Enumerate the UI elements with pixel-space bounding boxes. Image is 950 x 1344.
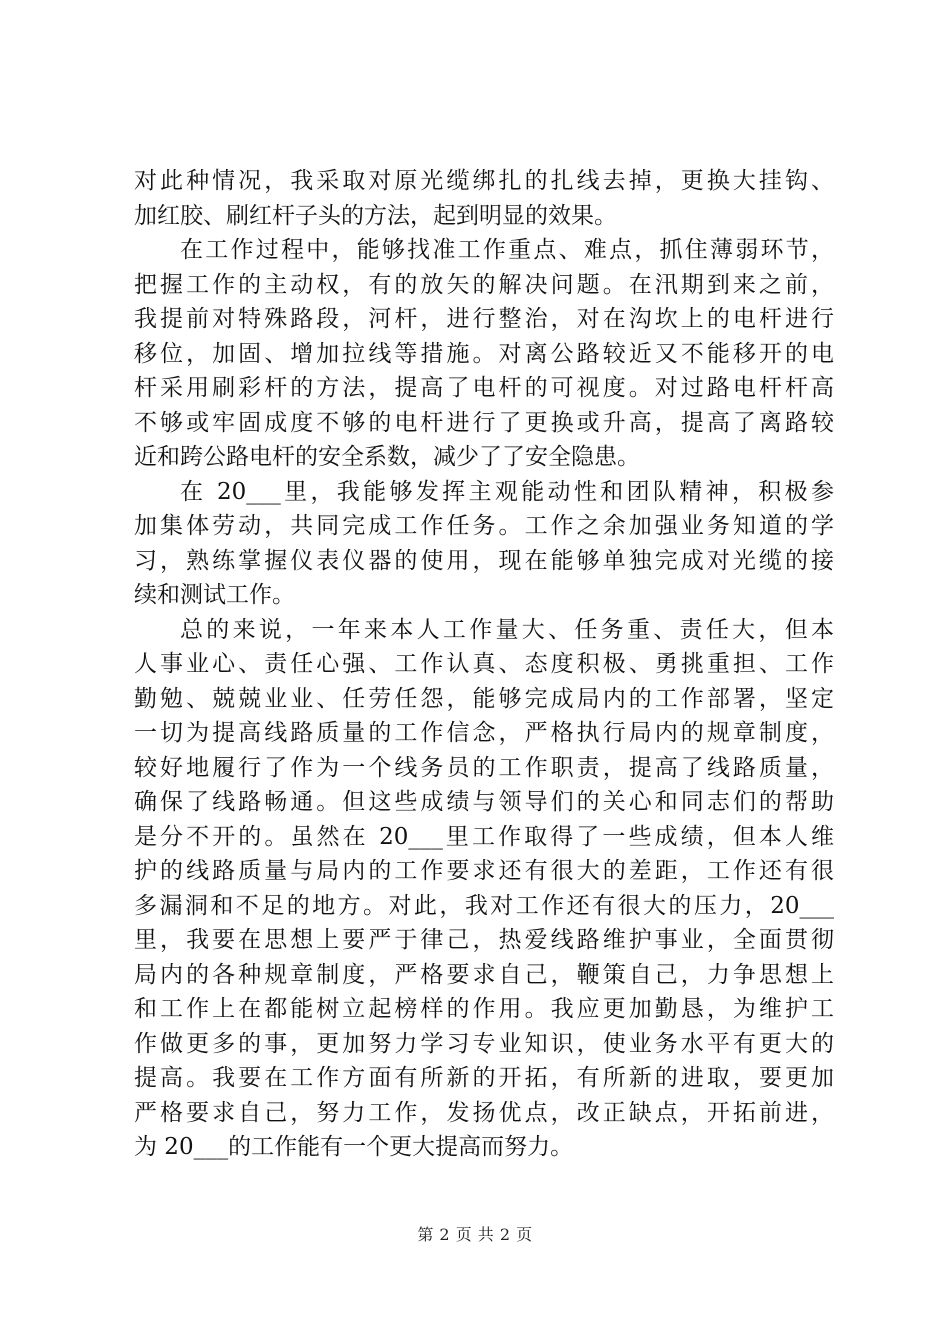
text-line: 我提前对特殊路段，河杆，进行整治，对在沟坎上的电杆进行 [134, 306, 834, 332]
text-line: 勤勉、兢兢业业、任劳任怨，能够完成局内的工作部署，坚定 [134, 685, 834, 712]
text-line: 续和测试工作。 [134, 582, 295, 608]
text-line: 加红胶、刷红杆子头的方法，起到明显的效果。 [134, 202, 617, 229]
text-line: 人事业心、责任心强、工作认真、态度积极、勇挑重担、工作 [134, 651, 834, 677]
text-line: 是分不开的。虽然在 20___里工作取得了一些成绩，但本人维 [134, 823, 834, 850]
text-line: 多漏洞和不足的地方。对此，我对工作还有很大的压力，20___ [134, 892, 834, 919]
text-line: 严格要求自己，努力工作，发扬优点，改正缺点，开拓前进， [134, 1099, 834, 1126]
text-line: 习，熟练掌握仪表仪器的使用，现在能够单独完成对光缆的接 [134, 547, 834, 574]
text-line: 确保了线路畅通。但这些成绩与领导们的关心和同志们的帮助 [134, 789, 834, 815]
text-line: 一切为提高线路质量的工作信念，严格执行局内的规章制度， [134, 720, 834, 746]
text-line: 局内的各种规章制度，严格要求自己，鞭策自己，力争思想上 [134, 961, 834, 988]
text-line: 为 20___的工作能有一个更大提高而努力。 [134, 1134, 574, 1160]
text-line: 杆采用刷彩杆的方法，提高了电杆的可视度。对过路电杆杆高 [134, 375, 834, 401]
text-line: 把握工作的主动权，有的放矢的解决问题。在汛期到来之前， [134, 271, 834, 298]
text-line-paragraph-start: 在 20___里，我能够发挥主观能动性和团队精神，积极参 [180, 478, 834, 505]
text-line: 加集体劳动，共同完成工作任务。工作之余加强业务知道的学 [134, 513, 834, 539]
text-line: 不够或牢固成度不够的电杆进行了更换或升高，提高了离路较 [134, 409, 834, 436]
text-line: 作做更多的事，更加努力学习专业知识，使业务水平有更大的 [134, 1030, 834, 1057]
text-line-paragraph-start: 在工作过程中，能够找准工作重点、难点，抓住薄弱环节， [180, 237, 834, 263]
document-body [134, 164, 834, 1165]
text-line-paragraph-start: 总的来说，一年来本人工作量大、任务重、责任大，但本 [180, 616, 834, 643]
text-line: 近和跨公路电杆的安全系数，减少了了安全隐患。 [134, 444, 640, 470]
page-number-footer: 第 2 页 共 2 页 [417, 1225, 533, 1244]
text-line: 护的线路质量与局内的工作要求还有很大的差距，工作还有很 [134, 858, 834, 884]
text-line: 较好地履行了作为一个线务员的工作职责，提高了线路质量， [134, 754, 834, 781]
text-line: 移位，加固、增加拉线等措施。对离公路较近又不能移开的电 [134, 340, 834, 367]
text-line: 和工作上在都能树立起榜样的作用。我应更加勤恳，为维护工 [134, 996, 834, 1022]
text-line: 对此种情况，我采取对原光缆绑扎的扎线去掉，更换大挂钩、 [134, 168, 834, 194]
text-line: 里，我要在思想上要严于律己，热爱线路维护事业，全面贯彻 [134, 927, 834, 953]
text-line: 提高。我要在工作方面有所新的开拓，有所新的进取，要更加 [134, 1065, 834, 1091]
